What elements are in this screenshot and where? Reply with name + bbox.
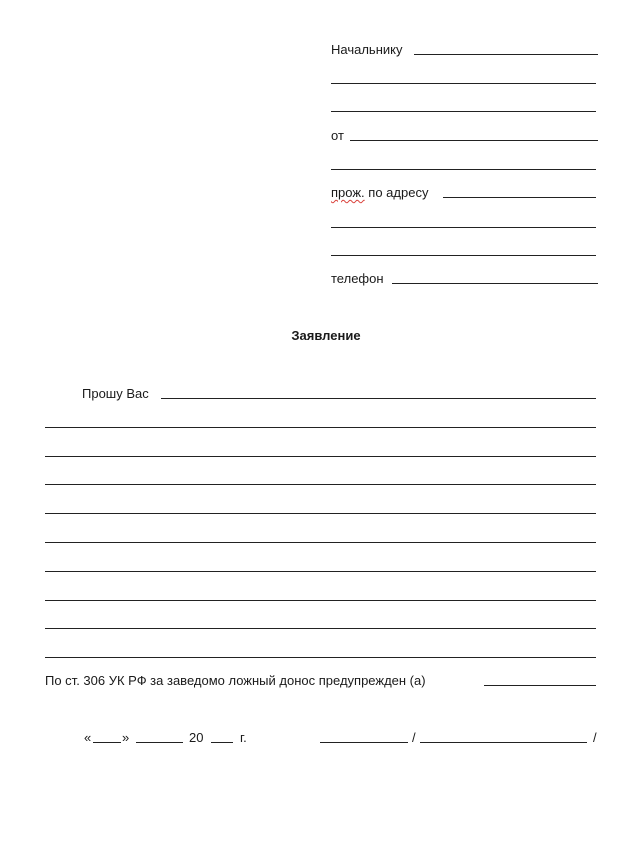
request-blank-line[interactable] — [161, 398, 596, 399]
signature-slash-2: / — [593, 730, 597, 745]
body-line[interactable] — [45, 600, 596, 601]
body-line[interactable] — [45, 657, 596, 658]
document-title: Заявление — [291, 328, 361, 343]
body-line[interactable] — [45, 628, 596, 629]
signature-name-line[interactable] — [420, 742, 587, 743]
body-line[interactable] — [45, 513, 596, 514]
date-quote-open: « — [84, 730, 92, 745]
body-line[interactable] — [45, 427, 596, 428]
date-year-line[interactable] — [211, 742, 233, 743]
warning-signature-line[interactable] — [484, 685, 596, 686]
body-line[interactable] — [45, 484, 596, 485]
body-line[interactable] — [45, 571, 596, 572]
to-blank-line-3[interactable] — [331, 111, 596, 112]
date-quote-close: » — [122, 730, 130, 745]
date-day-line[interactable] — [93, 742, 121, 743]
warning-text: По ст. 306 УК РФ за заведомо ложный донос предупрежден (а) — [45, 673, 426, 688]
body-line[interactable] — [45, 542, 596, 543]
signature-slash-1: / — [412, 730, 416, 745]
address-blank-line-3[interactable] — [331, 255, 596, 256]
phone-blank-line[interactable] — [392, 283, 598, 284]
signature-line[interactable] — [320, 742, 408, 743]
date-month-line[interactable] — [136, 742, 183, 743]
to-blank-line[interactable] — [414, 54, 598, 55]
from-label: от — [331, 128, 344, 143]
address-label — [331, 185, 428, 201]
from-blank-line[interactable] — [350, 140, 598, 141]
address-blank-line[interactable] — [443, 197, 596, 198]
address-label-word: прож. — [331, 185, 365, 200]
request-label: Прошу Вас — [82, 386, 149, 401]
date-year-prefix: 20 — [189, 730, 204, 745]
phone-label: телефон — [331, 271, 384, 286]
address-blank-line-2[interactable] — [331, 227, 596, 228]
to-label: Начальнику — [331, 42, 403, 57]
from-blank-line-2[interactable] — [331, 169, 596, 170]
address-label-rest: по адресу — [364, 185, 429, 200]
to-blank-line-2[interactable] — [331, 83, 596, 84]
body-line[interactable] — [45, 456, 596, 457]
date-year-suffix: г. — [240, 730, 247, 745]
